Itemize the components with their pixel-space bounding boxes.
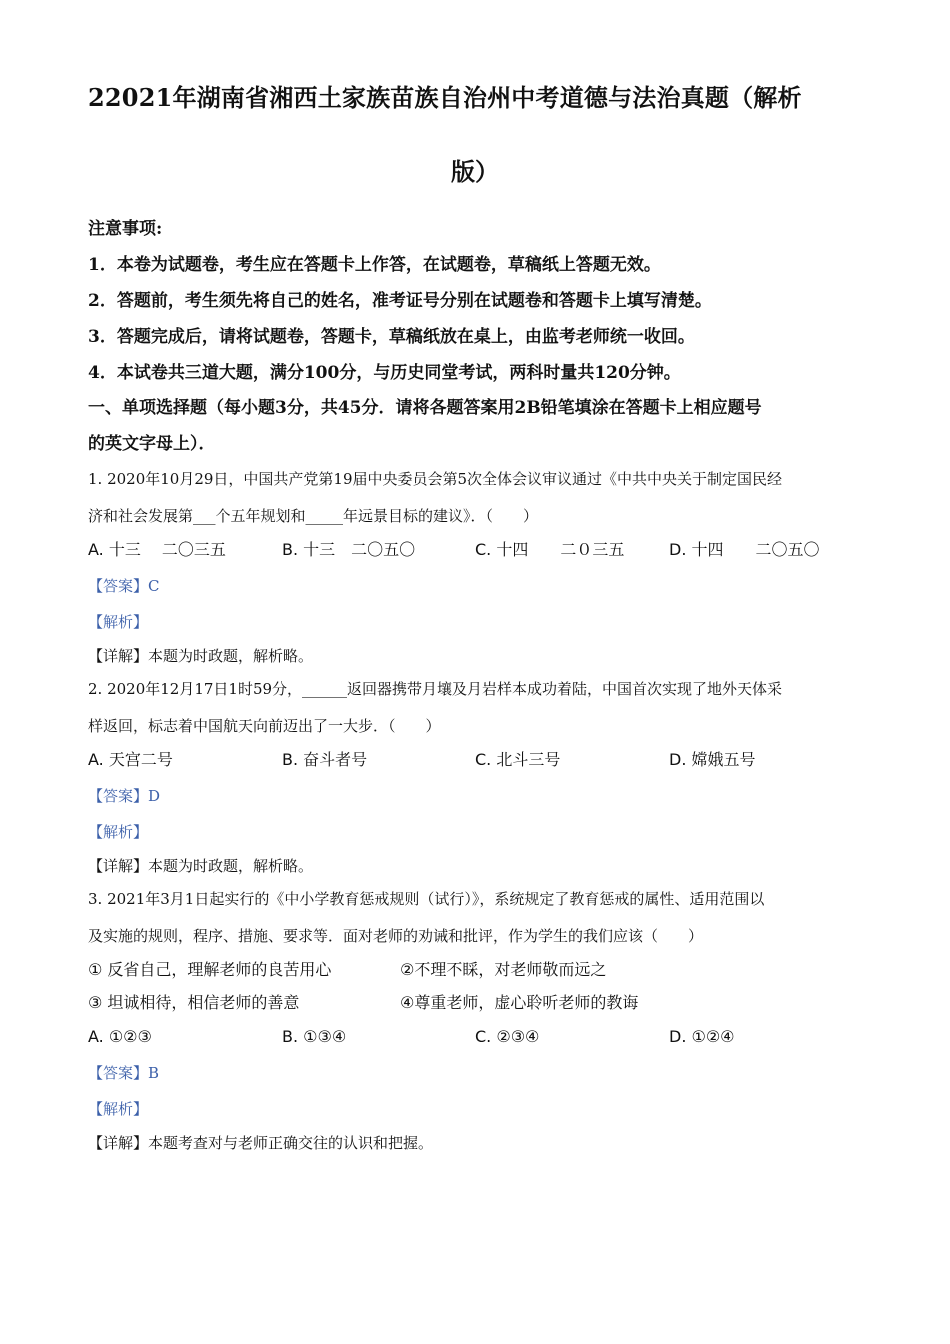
question-3-statement-4: ④尊重老师，虚心聆听老师的教诲 [400,993,639,1012]
question-3-detail: 【详解】本题考查对与老师正确交往的认识和把握。 [88,1134,434,1152]
question-3-option-b: B. ①③④ [282,1027,347,1046]
question-3-statement-3: ③ 坦诚相待，相信老师的善意 [88,993,300,1012]
question-2-answer: 【答案】D [88,787,161,805]
question-2-stem-line-2: 样返回，标志着中国航天向前迈出了一大步．（ ） [88,717,441,735]
question-3-stem-line-1: 3. 2021年3月1日起实行的《中小学教育惩戒规则（试行）》，系统规定了教育惩戒的属性、适用范围以 [88,890,765,908]
question-3-stem-line-2: 及实施的规则，程序、措施、要求等．面对老师的劝诫和批评，作为学生的我们应该（ ） [88,927,704,945]
question-2-detail: 【详解】本题为时政题，解析略。 [88,857,314,875]
page-title-line-1: 22021年湖南省湘西土家族苗族自治州中考道德与法治真题（解析 [88,83,802,112]
question-1-option-b: B. 十三 二〇五〇 [282,540,416,559]
question-1-option-a: A. 十三 二〇三五 [88,540,226,559]
question-3-option-a: A. ①②③ [88,1027,152,1046]
question-1-detail: 【详解】本题为时政题，解析略。 [88,647,314,665]
question-2-option-b: B. 奋斗者号 [282,750,368,769]
question-3-option-d: D. ①②④ [669,1027,735,1046]
question-2-option-a: A. 天宫二号 [88,750,173,769]
notice-item-4: 4．本试卷共三道大题，满分100分，与历史同堂考试，两科时量共120分钟。 [88,363,681,383]
question-1-analysis: 【解析】 [88,613,149,631]
question-1-option-c: C. 十四 二０三五 [475,540,625,559]
notice-heading: 注意事项: [88,219,163,239]
question-1-stem-line-1: 1. 2020年10月29日，中国共产党第19届中央委员会第5次全体会议审议通过《中共中央关于制定国民经 [88,470,783,488]
question-3-analysis: 【解析】 [88,1100,149,1118]
notice-item-3: 3．答题完成后，请将试题卷，答题卡，草稿纸放在桌上，由监考老师统一收回。 [88,327,695,347]
question-2-analysis: 【解析】 [88,823,149,841]
question-1-option-d: D. 十四 二〇五〇 [669,540,820,559]
question-3-statement-2: ②不理不睬，对老师敬而远之 [400,960,607,979]
question-3-statement-1: ① 反省自己，理解老师的良苦用心 [88,960,332,979]
question-2-option-c: C. 北斗三号 [475,750,561,769]
question-1-stem-line-2: 济和社会发展第___个五年规划和_____年远景目标的建议》．（ ） [88,507,539,525]
page-title-line-2: 版） [451,157,499,186]
section-heading-line-1: 一、单项选择题（每小题3分，共45分．请将各题答案用2B铅笔填涂在答题卡上相应题号 [88,398,762,418]
question-2-option-d: D. 嫦娥五号 [669,750,756,769]
notice-item-2: 2．答题前，考生须先将自己的姓名，准考证号分别在试题卷和答题卡上填写清楚。 [88,291,712,311]
notice-item-1: 1．本卷为试题卷，考生应在答题卡上作答，在试题卷，草稿纸上答题无效。 [88,255,661,275]
question-3-answer: 【答案】B [88,1064,160,1082]
question-1-answer: 【答案】C [88,577,160,595]
section-heading-line-2: 的英文字母上）． [88,434,216,454]
question-3-option-c: C. ②③④ [475,1027,540,1046]
question-2-stem-line-1: 2. 2020年12月17日1时59分，______返回器携带月壤及月岩样本成功着陆，中国首次实现了地外天体采 [88,680,783,698]
